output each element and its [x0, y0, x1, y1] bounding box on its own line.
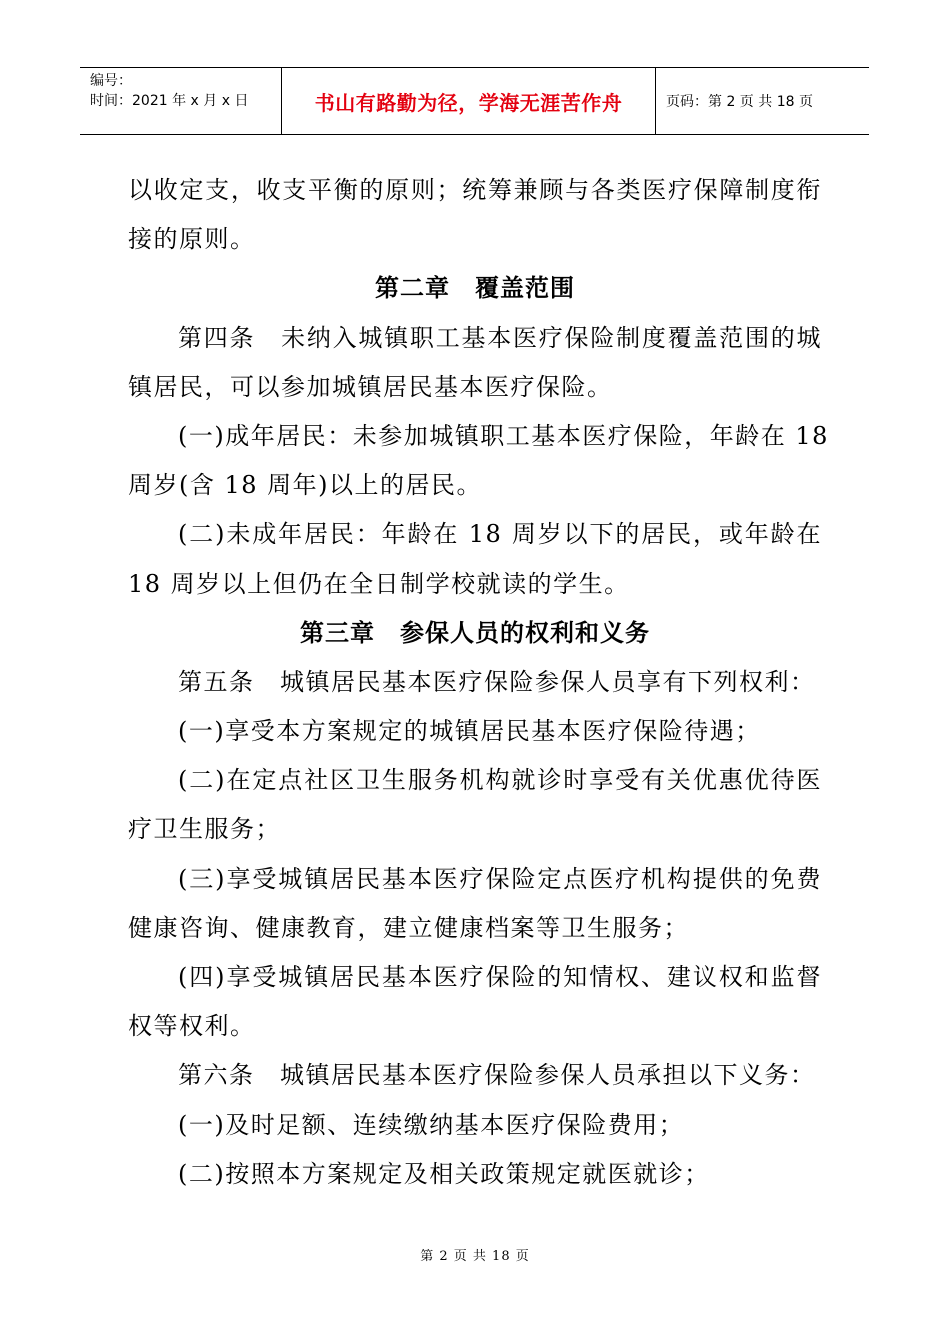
- clause-line: (二)在定点社区卫生服务机构就诊时享受有关优惠优待医: [178, 766, 822, 795]
- clause-line: (一)成年居民：未参加城镇职工基本医疗保险，年龄在 18: [178, 421, 829, 450]
- article-line: 第四条 未纳入城镇职工基本医疗保险制度覆盖范围的城: [178, 323, 822, 352]
- paragraph-line: 以收定支，收支平衡的原则；统筹兼顾与各类医疗保障制度衔: [128, 176, 822, 204]
- clause-line: 18 周岁以上但仍在全日制学校就读的学生。: [128, 569, 630, 598]
- header-motto: 书山有路勤为径，学海无涯苦作舟: [281, 68, 656, 134]
- clause-line: 疗卫生服务；: [128, 815, 281, 844]
- page-footer: 第 2 页 共 18 页: [420, 1249, 530, 1264]
- document-body: [128, 166, 829, 1199]
- clause-line: (一)及时足额、连续缴纳基本医疗保险费用；: [178, 1110, 685, 1139]
- article-line: 第六条 城镇居民基本医疗保险参保人员承担以下义务：: [178, 1061, 816, 1090]
- header-meta: [80, 68, 281, 134]
- clause-line: (二)未成年居民：年龄在 18 周岁以下的居民，或年龄在: [178, 520, 822, 549]
- chapter-heading: 第三章 参保人员的权利和义务: [300, 618, 650, 647]
- article-line: 第五条 城镇居民基本医疗保险参保人员享有下列权利：: [178, 667, 816, 696]
- chapter-heading: 第二章 覆盖范围: [375, 274, 575, 303]
- clause-line: 健康咨询、健康教育，建立健康档案等卫生服务；: [128, 913, 689, 942]
- page-header: [80, 67, 869, 135]
- article-line: 镇居民，可以参加城镇居民基本医疗保险。: [128, 372, 613, 401]
- paragraph-line: 接的原则。: [128, 225, 256, 254]
- document-date-label: 时间：2021 年 x 月 x 日: [90, 93, 249, 109]
- clause-line: (四)享受城镇居民基本医疗保险的知情权、建议权和监督: [178, 963, 822, 991]
- clause-line: (三)享受城镇居民基本医疗保险定点医疗机构提供的免费: [178, 864, 822, 893]
- clause-line: (二)按照本方案规定及相关政策规定就医就诊；: [178, 1159, 710, 1188]
- clause-line: 权等权利。: [128, 1012, 256, 1041]
- clause-line: (一)享受本方案规定的城镇居民基本医疗保险待遇；: [178, 717, 761, 746]
- document-number-label: 编号：: [90, 73, 132, 89]
- clause-line: 周岁(含 18 周年)以上的居民。: [128, 471, 483, 500]
- header-page-number: 页码：第 2 页 共 18 页: [666, 94, 813, 110]
